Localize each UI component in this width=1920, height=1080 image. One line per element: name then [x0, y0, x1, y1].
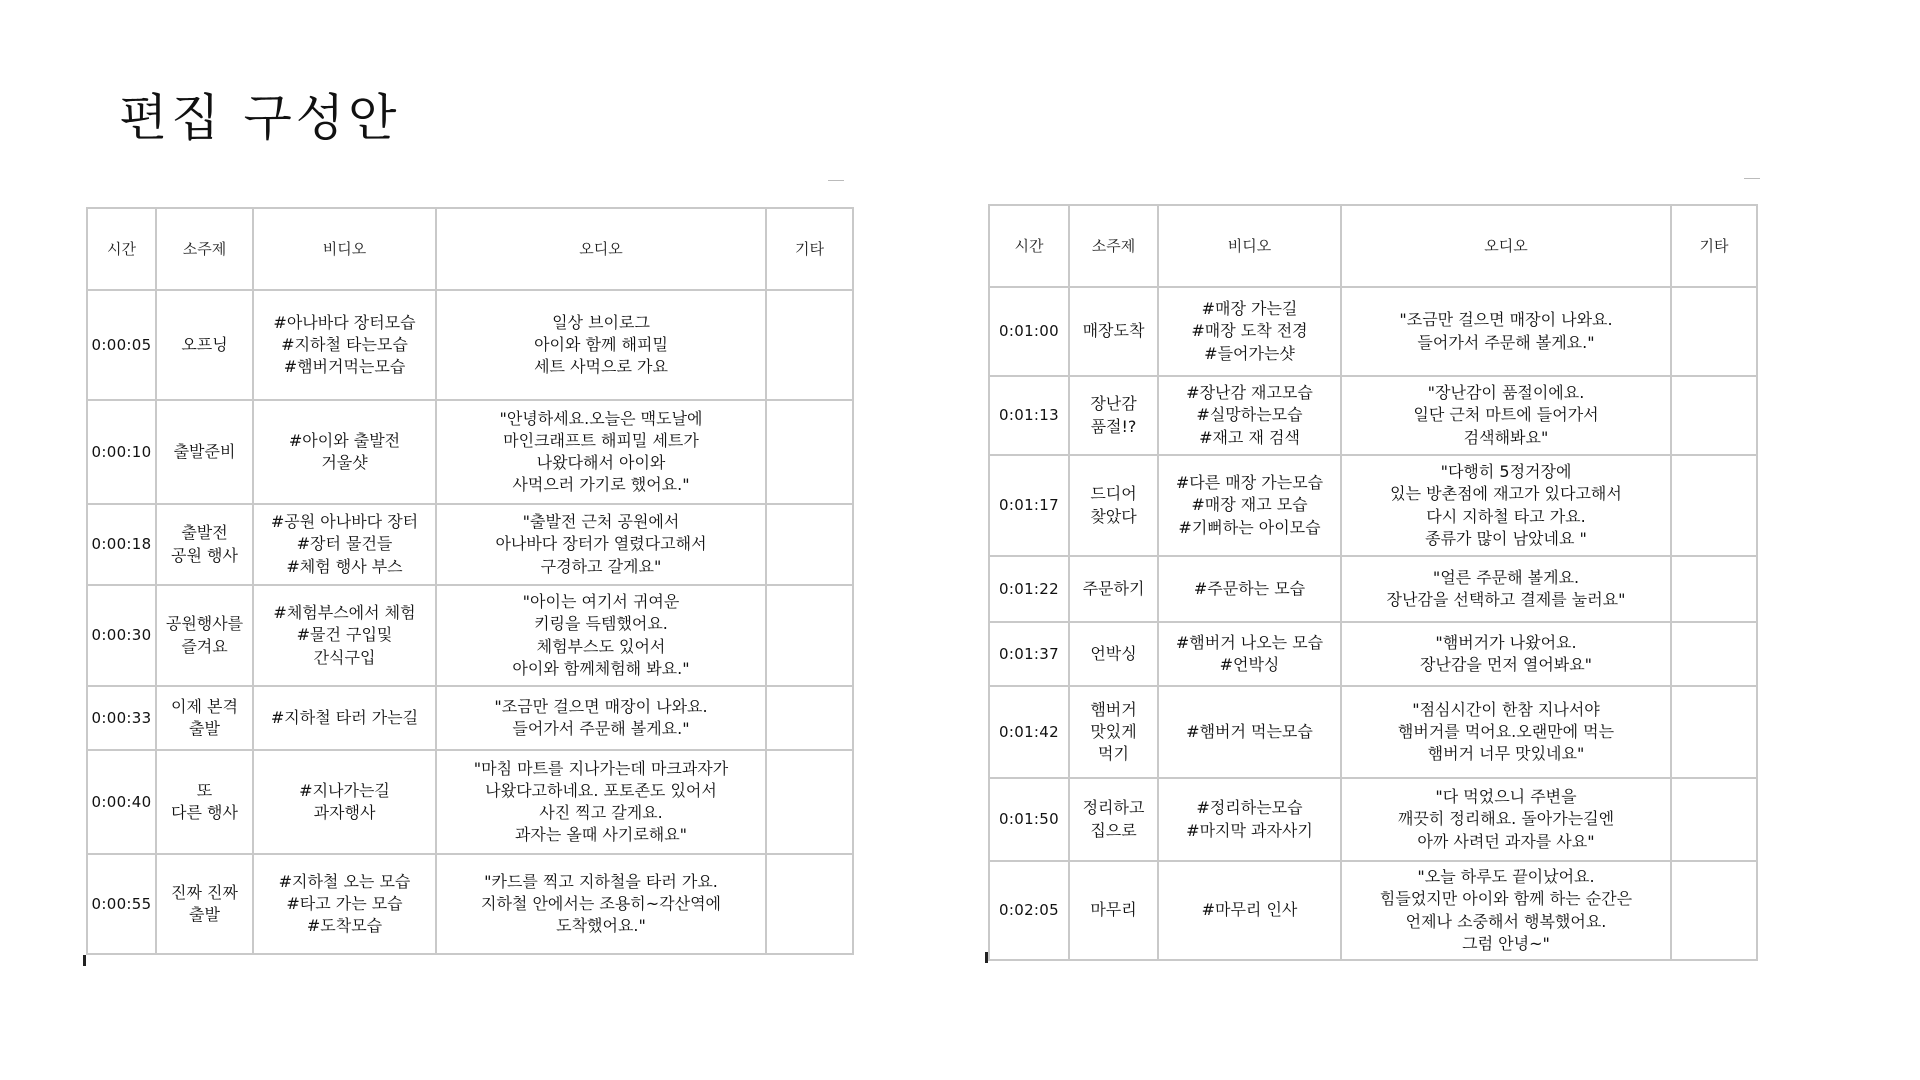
row-etc [766, 854, 853, 954]
row-audio: "얼른 주문해 볼게요. 장난감을 선택하고 결제를 눌러요" [1341, 556, 1671, 622]
corner-mark [985, 952, 988, 963]
row-topic: 햄버거 맛있게 먹기 [1069, 686, 1158, 778]
row-etc [1671, 622, 1757, 686]
row-time: 0:00:55 [87, 854, 156, 954]
row-topic: 드디어 찾았다 [1069, 455, 1158, 556]
row-audio: "햄버거가 나왔어요. 장난감을 먼저 열어봐요" [1341, 622, 1671, 686]
header-topic: 소주제 [1069, 205, 1158, 287]
header-time: 시간 [87, 208, 156, 290]
row-audio: "다 먹었으니 주변을 깨끗히 정리해요. 돌아가는길엔 아까 사려던 과자를 사요" [1341, 778, 1671, 861]
row-audio: "오늘 하루도 끝이났어요. 힘들었지만 아이와 함께 하는 순간은 언제나 소중해서 행복했어요. 그럼 안녕~" [1341, 861, 1671, 960]
row-etc [1671, 686, 1757, 778]
row-etc [1671, 861, 1757, 960]
row-audio: 일상 브이로그 아이와 함께 해피밀 세트 사먹으로 가요 [436, 290, 766, 400]
edge-tick [828, 180, 844, 181]
row-audio: "아이는 여기서 귀여운 키링을 득템했어요. 체험부스도 있어서 아이와 함께체험해 봐요." [436, 585, 766, 686]
row-time: 0:00:40 [87, 750, 156, 854]
row-topic: 출발전 공원 행사 [156, 504, 253, 585]
row-video: #아나바다 장터모습 #지하철 타는모습 #햄버거먹는모습 [253, 290, 436, 400]
header-video: 비디오 [253, 208, 436, 290]
table-row [989, 778, 1757, 861]
row-etc [1671, 778, 1757, 861]
row-etc [1671, 287, 1757, 376]
row-topic: 장난감 품절!? [1069, 376, 1158, 455]
row-video: #햄버거 먹는모습 [1158, 686, 1341, 778]
edit-plan-table-right [988, 204, 1758, 961]
header-audio: 오디오 [436, 208, 766, 290]
row-time: 0:00:10 [87, 400, 156, 504]
row-audio: "점심시간이 한참 지나서야 햄버거를 먹어요.오랜만에 먹는 햄버거 너무 맛있네요" [1341, 686, 1671, 778]
row-audio: "다행히 5정거장에 있는 방촌점에 재고가 있다고해서 다시 지하철 타고 가요. 종류가 많이 남았네요 " [1341, 455, 1671, 556]
header-etc: 기타 [766, 208, 853, 290]
table-row [87, 585, 853, 686]
row-time: 0:02:05 [989, 861, 1069, 960]
row-audio: "카드를 찍고 지하철을 타러 가요. 지하철 안에서는 조용히~각산역에 도착했어요." [436, 854, 766, 954]
row-time: 0:00:05 [87, 290, 156, 400]
row-video: #지나가는길 과자행사 [253, 750, 436, 854]
table-row [989, 455, 1757, 556]
table-row [989, 686, 1757, 778]
row-audio: "안녕하세요.오늘은 맥도날에 마인크래프트 해피밀 세트가 나왔다해서 아이와 사먹으러 가기로 했어요." [436, 400, 766, 504]
table-header-row [87, 208, 853, 290]
row-topic: 또 다른 행사 [156, 750, 253, 854]
row-time: 0:00:33 [87, 686, 156, 750]
header-time: 시간 [989, 205, 1069, 287]
row-time: 0:01:37 [989, 622, 1069, 686]
table-row [87, 750, 853, 854]
row-video: #다른 매장 가는모습 #매장 재고 모습 #기뻐하는 아이모습 [1158, 455, 1341, 556]
table-row [87, 290, 853, 400]
header-topic: 소주제 [156, 208, 253, 290]
row-etc [1671, 556, 1757, 622]
row-video: #마무리 인사 [1158, 861, 1341, 960]
row-topic: 오프닝 [156, 290, 253, 400]
table-row [87, 400, 853, 504]
row-time: 0:00:18 [87, 504, 156, 585]
row-topic: 출발준비 [156, 400, 253, 504]
header-video: 비디오 [1158, 205, 1341, 287]
row-topic: 이제 본격 출발 [156, 686, 253, 750]
edge-tick [1744, 178, 1760, 179]
header-etc: 기타 [1671, 205, 1757, 287]
row-audio: "장난감이 품절이에요. 일단 근처 마트에 들어가서 검색해봐요" [1341, 376, 1671, 455]
row-audio: "출발전 근처 공원에서 아나바다 장터가 열렸다고해서 구경하고 갈게요" [436, 504, 766, 585]
row-etc [766, 585, 853, 686]
row-topic: 정리하고 집으로 [1069, 778, 1158, 861]
row-etc [1671, 376, 1757, 455]
row-etc [766, 400, 853, 504]
row-time: 0:01:17 [989, 455, 1069, 556]
row-time: 0:01:00 [989, 287, 1069, 376]
table-row [87, 686, 853, 750]
row-video: #지하철 오는 모습 #타고 가는 모습 #도착모습 [253, 854, 436, 954]
table-row [87, 854, 853, 954]
row-topic: 공원행사를 즐겨요 [156, 585, 253, 686]
table-row [989, 376, 1757, 455]
row-audio: "조금만 걸으면 매장이 나와요. 들어가서 주문해 볼게요." [1341, 287, 1671, 376]
table-row [989, 622, 1757, 686]
row-topic: 주문하기 [1069, 556, 1158, 622]
row-etc [1671, 455, 1757, 556]
row-topic: 마무리 [1069, 861, 1158, 960]
row-topic: 진짜 진짜 출발 [156, 854, 253, 954]
row-time: 0:00:30 [87, 585, 156, 686]
table-row [87, 504, 853, 585]
row-video: #정리하는모습 #마지막 과자사기 [1158, 778, 1341, 861]
table-row [989, 861, 1757, 960]
row-etc [766, 504, 853, 585]
row-audio: "마침 마트를 지나가는데 마크과자가 나왔다고하네요. 포토존도 있어서 사진 찍고 갈게요. 과자는 올때 사기로해요" [436, 750, 766, 854]
table-header-row [989, 205, 1757, 287]
row-etc [766, 290, 853, 400]
row-time: 0:01:22 [989, 556, 1069, 622]
page-title: 편집 구성안 [119, 89, 401, 147]
corner-mark [83, 955, 86, 966]
row-video: #햄버거 나오는 모습 #언박싱 [1158, 622, 1341, 686]
header-audio: 오디오 [1341, 205, 1671, 287]
row-topic: 언박싱 [1069, 622, 1158, 686]
row-time: 0:01:13 [989, 376, 1069, 455]
row-video: #지하철 타러 가는길 [253, 686, 436, 750]
row-video: #공원 아나바다 장터 #장터 물건들 #체험 행사 부스 [253, 504, 436, 585]
table-row [989, 556, 1757, 622]
row-etc [766, 686, 853, 750]
row-video: #주문하는 모습 [1158, 556, 1341, 622]
table-row [989, 287, 1757, 376]
row-video: #장난감 재고모습 #실망하는모습 #재고 재 검색 [1158, 376, 1341, 455]
row-etc [766, 750, 853, 854]
row-video: #아이와 출발전 거울샷 [253, 400, 436, 504]
row-time: 0:01:42 [989, 686, 1069, 778]
row-time: 0:01:50 [989, 778, 1069, 861]
row-video: #매장 가는길 #매장 도착 전경 #들어가는샷 [1158, 287, 1341, 376]
row-topic: 매장도착 [1069, 287, 1158, 376]
row-audio: "조금만 걸으면 매장이 나와요. 들어가서 주문해 볼게요." [436, 686, 766, 750]
row-video: #체험부스에서 체험 #물건 구입및 간식구입 [253, 585, 436, 686]
edit-plan-table-left [86, 207, 854, 955]
